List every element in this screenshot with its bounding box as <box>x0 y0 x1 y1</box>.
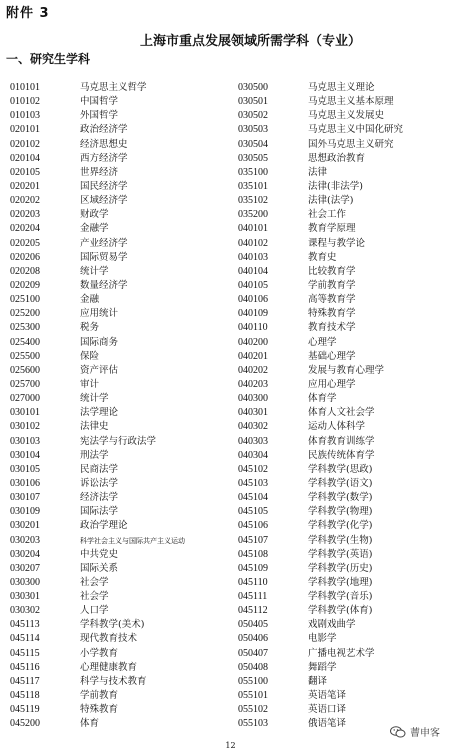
subject-code: 040110 <box>238 322 268 334</box>
subject-name: 电影学 <box>308 633 337 645</box>
subject-code: 010103 <box>10 110 40 122</box>
subject-code: 050406 <box>238 633 268 645</box>
subject-name: 社会学 <box>80 591 109 603</box>
subject-name: 高等教育学 <box>308 294 356 306</box>
subject-row <box>10 95 185 109</box>
subject-row <box>238 364 403 378</box>
subject-code: 045114 <box>10 633 40 645</box>
wechat-icon <box>390 726 406 738</box>
left-column <box>10 81 185 731</box>
subject-row <box>238 420 403 434</box>
subject-row <box>238 251 403 265</box>
subject-code: 030505 <box>238 152 268 164</box>
subject-code: 030501 <box>238 96 268 108</box>
subject-row <box>10 180 185 194</box>
subject-code: 027000 <box>10 393 40 405</box>
subject-row <box>238 703 403 717</box>
subject-row <box>10 265 185 279</box>
subject-row <box>10 548 185 562</box>
subject-code: 055102 <box>238 704 268 716</box>
subject-code: 025500 <box>10 350 40 362</box>
subject-row <box>238 406 403 420</box>
subject-row <box>238 562 403 576</box>
subject-name: 学前教育学 <box>308 279 356 291</box>
subject-row <box>10 435 185 449</box>
subject-row <box>238 534 403 548</box>
subject-code: 040103 <box>238 251 268 263</box>
subject-code: 030300 <box>10 576 40 588</box>
subject-row <box>10 350 185 364</box>
subject-row <box>238 279 403 293</box>
subject-name: 现代教育技术 <box>80 633 138 645</box>
subject-name: 马克思主义理论 <box>308 82 375 93</box>
subject-name: 国际商务 <box>80 336 119 348</box>
subject-row <box>10 152 185 166</box>
subject-code: 020206 <box>10 251 40 263</box>
subject-row <box>10 675 185 689</box>
subject-row <box>238 123 403 137</box>
subject-row <box>238 81 403 95</box>
subject-code: 040101 <box>238 223 268 235</box>
subject-code: 045115 <box>10 647 40 659</box>
subject-name: 政治学理论 <box>80 520 128 532</box>
subject-code: 030106 <box>10 477 40 489</box>
subject-name: 心理健康教育 <box>80 661 138 673</box>
subject-name: 法学理论 <box>80 407 119 419</box>
subject-name: 学科教学(地理) <box>308 576 373 588</box>
subject-name: 学科教学(语文) <box>308 477 373 489</box>
subject-name: 翻译 <box>308 675 328 687</box>
subject-code: 040200 <box>238 336 268 348</box>
subject-code: 030204 <box>10 548 40 560</box>
subject-code: 045116 <box>10 661 40 673</box>
subject-name: 英语笔译 <box>308 690 347 702</box>
subject-name: 教育学原理 <box>308 223 356 235</box>
subject-code: 025600 <box>10 364 40 376</box>
subject-name: 马克思主义基本原理 <box>308 96 394 108</box>
subject-code: 045117 <box>10 675 40 687</box>
subject-code: 020205 <box>10 237 40 249</box>
subject-name: 体育人文社会学 <box>308 407 375 419</box>
subject-code: 010102 <box>10 96 40 108</box>
subject-code: 040303 <box>238 435 268 447</box>
subject-row <box>238 293 403 307</box>
subject-name: 英语口译 <box>308 704 347 716</box>
subject-name: 俄语笔译 <box>308 718 347 730</box>
subject-code: 030302 <box>10 605 40 617</box>
subject-name: 税务 <box>80 322 100 334</box>
subject-code: 045112 <box>238 605 268 617</box>
subject-code: 045108 <box>238 548 268 560</box>
subject-name: 学科教学(化学) <box>308 520 373 532</box>
subject-row <box>238 321 403 335</box>
subject-row <box>238 95 403 109</box>
subject-name: 科学社会主义与国际共产主义运动 <box>80 536 185 545</box>
subject-name: 体育学 <box>308 393 337 405</box>
attachment-label: 附件 3 <box>6 6 50 21</box>
watermark-text: 蓸申客 <box>410 728 440 739</box>
subject-name: 民族传统体育学 <box>308 449 375 461</box>
subject-code: 050408 <box>238 661 268 673</box>
subject-row <box>238 632 403 646</box>
subject-name: 应用统计 <box>80 308 119 320</box>
subject-code: 045107 <box>238 534 268 546</box>
subject-name: 社会学 <box>80 576 109 588</box>
subject-code: 045118 <box>10 690 40 702</box>
subject-row <box>238 491 403 505</box>
subject-name: 思想政治教育 <box>308 152 366 164</box>
subject-name: 民商法学 <box>80 463 119 475</box>
subject-row <box>10 449 185 463</box>
subject-row <box>10 336 185 350</box>
subject-row <box>238 138 403 152</box>
subject-row <box>238 307 403 321</box>
subject-row <box>10 81 185 95</box>
subject-row <box>238 222 403 236</box>
subject-row <box>10 717 185 731</box>
subject-code: 040302 <box>238 421 268 433</box>
subject-code: 040304 <box>238 449 268 461</box>
subject-name: 体育教育训练学 <box>308 435 375 447</box>
subject-row <box>10 562 185 576</box>
subject-row <box>238 661 403 675</box>
subject-code: 055103 <box>238 718 268 730</box>
subject-name: 刑法学 <box>80 449 109 461</box>
subject-code: 030201 <box>10 520 40 532</box>
subject-name: 统计学 <box>80 265 109 277</box>
subject-row <box>10 534 185 548</box>
subject-name: 数量经济学 <box>80 279 128 291</box>
subject-row <box>238 548 403 562</box>
subject-code: 040109 <box>238 308 268 320</box>
subject-name: 诉讼法学 <box>80 477 119 489</box>
subject-name: 教育技术学 <box>308 322 356 334</box>
subject-name: 国民经济学 <box>80 180 128 192</box>
subject-row <box>238 152 403 166</box>
subject-name: 国际法学 <box>80 506 119 518</box>
subject-name: 学前教育 <box>80 690 119 702</box>
subject-row <box>238 378 403 392</box>
subject-name: 宪法学与行政法学 <box>80 435 157 447</box>
subject-row <box>10 321 185 335</box>
subject-code: 025400 <box>10 336 40 348</box>
subject-name: 审计 <box>80 378 100 390</box>
subject-name: 学科教学(体育) <box>308 605 373 617</box>
subject-code: 045200 <box>10 718 40 730</box>
subject-row <box>238 477 403 491</box>
subject-code: 040106 <box>238 294 268 306</box>
subject-code: 025300 <box>10 322 40 334</box>
subject-name: 特殊教育学 <box>308 308 356 320</box>
subject-name: 统计学 <box>80 393 109 405</box>
right-column <box>238 81 403 731</box>
subject-row <box>238 463 403 477</box>
subject-code: 025200 <box>10 308 40 320</box>
subject-row <box>10 194 185 208</box>
subject-code: 020104 <box>10 152 40 164</box>
subject-row <box>238 180 403 194</box>
subject-name: 戏剧戏曲学 <box>308 619 356 631</box>
subject-name: 人口学 <box>80 605 109 617</box>
subject-row <box>238 237 403 251</box>
subject-code: 045113 <box>10 619 40 631</box>
subject-name: 产业经济学 <box>80 237 128 249</box>
subject-row <box>10 632 185 646</box>
subject-row <box>10 307 185 321</box>
subject-name: 应用心理学 <box>308 378 356 390</box>
subject-code: 045111 <box>238 591 268 603</box>
subject-name: 国外马克思主义研究 <box>308 138 394 150</box>
subject-code: 045109 <box>238 562 268 574</box>
subject-row <box>238 717 403 731</box>
subject-code: 020102 <box>10 138 40 150</box>
subject-code: 045110 <box>238 576 268 588</box>
subject-row <box>10 491 185 505</box>
subject-name: 马克思主义中国化研究 <box>308 124 404 136</box>
subject-name: 资产评估 <box>80 364 119 376</box>
subject-name: 心理学 <box>308 336 337 348</box>
subject-name: 小学教育 <box>80 647 119 659</box>
subject-code: 030503 <box>238 124 268 136</box>
subject-code: 035100 <box>238 166 268 178</box>
subject-row <box>10 138 185 152</box>
subject-code: 040104 <box>238 265 268 277</box>
subject-name: 科学与技术教育 <box>80 675 147 687</box>
subject-row <box>10 604 185 618</box>
subject-code: 010101 <box>10 82 40 93</box>
subject-code: 030104 <box>10 449 40 461</box>
subject-row <box>238 576 403 590</box>
subject-code: 025100 <box>10 294 40 306</box>
subject-row <box>10 661 185 675</box>
subject-name: 保险 <box>80 350 100 362</box>
subject-code: 020101 <box>10 124 40 136</box>
subject-name: 学科教学(思政) <box>308 463 373 475</box>
subject-row <box>10 251 185 265</box>
subject-code: 030207 <box>10 562 40 574</box>
subject-row <box>238 618 403 632</box>
subject-row <box>238 689 403 703</box>
subject-code: 035101 <box>238 180 268 192</box>
subject-name: 舞蹈学 <box>308 661 337 673</box>
subject-name: 学科教学(美术) <box>80 619 145 631</box>
subject-name: 基础心理学 <box>308 350 356 362</box>
subject-name: 学科教学(历史) <box>308 562 373 574</box>
subject-row <box>238 208 403 222</box>
subject-name: 马克思主义哲学 <box>80 82 147 93</box>
subject-name: 世界经济 <box>80 166 119 178</box>
subject-code: 040105 <box>238 279 268 291</box>
subject-code: 020201 <box>10 180 40 192</box>
subject-code: 050405 <box>238 619 268 631</box>
subject-code: 020105 <box>10 166 40 178</box>
subject-name: 外国哲学 <box>80 110 119 122</box>
subject-code: 030107 <box>10 492 40 504</box>
subject-row <box>10 109 185 123</box>
subject-name: 经济思想史 <box>80 138 128 150</box>
subject-code: 030102 <box>10 421 40 433</box>
subject-row <box>238 265 403 279</box>
subject-name: 金融 <box>80 294 100 306</box>
subject-code: 020204 <box>10 223 40 235</box>
subject-name: 特殊教育 <box>80 704 119 716</box>
subject-row <box>10 647 185 661</box>
subject-name: 财政学 <box>80 209 109 221</box>
subject-name: 社会工作 <box>308 209 347 221</box>
subject-code: 045106 <box>238 520 268 532</box>
subject-row <box>10 519 185 533</box>
subject-row <box>10 689 185 703</box>
subject-row <box>10 378 185 392</box>
subject-name: 学科教学(物理) <box>308 506 373 518</box>
subject-code: 030500 <box>238 82 268 93</box>
subject-row <box>10 222 185 236</box>
subject-name: 发展与教育心理学 <box>308 364 385 376</box>
subject-code: 045119 <box>10 704 40 716</box>
subject-code: 035102 <box>238 195 268 207</box>
subject-name: 金融学 <box>80 223 109 235</box>
subject-code: 030103 <box>10 435 40 447</box>
subject-row <box>10 208 185 222</box>
subject-name: 法律 <box>308 166 328 178</box>
subject-name: 运动人体科学 <box>308 421 366 433</box>
subject-row <box>238 505 403 519</box>
subject-row <box>238 435 403 449</box>
subject-code: 045103 <box>238 477 268 489</box>
subject-code: 055101 <box>238 690 268 702</box>
subject-code: 030101 <box>10 407 40 419</box>
subject-name: 区域经济学 <box>80 195 128 207</box>
subject-name: 广播电视艺术学 <box>308 647 375 659</box>
subject-row <box>238 109 403 123</box>
subject-code: 025700 <box>10 378 40 390</box>
subject-row <box>238 194 403 208</box>
subject-row <box>10 364 185 378</box>
subject-row <box>238 336 403 350</box>
subject-row <box>10 123 185 137</box>
subject-name: 国际关系 <box>80 562 119 574</box>
subject-row <box>10 420 185 434</box>
subject-name: 中共党史 <box>80 548 119 560</box>
subject-row <box>238 449 403 463</box>
subject-code: 030502 <box>238 110 268 122</box>
subject-name: 学科教学(英语) <box>308 548 373 560</box>
subject-row <box>238 647 403 661</box>
subject-name: 学科教学(数学) <box>308 492 373 504</box>
subject-code: 030203 <box>10 534 40 546</box>
subject-row <box>10 463 185 477</box>
subject-name: 法律(法学) <box>308 195 354 207</box>
subject-name: 西方经济学 <box>80 152 128 164</box>
subject-code: 040201 <box>238 350 268 362</box>
subject-name: 课程与教学论 <box>308 237 366 249</box>
subject-code: 040300 <box>238 393 268 405</box>
subject-name: 教育史 <box>308 251 337 263</box>
subject-row <box>238 392 403 406</box>
subject-row <box>10 392 185 406</box>
subject-row <box>238 590 403 604</box>
subject-name: 法律史 <box>80 421 109 433</box>
subject-code: 045102 <box>238 463 268 475</box>
subject-code: 035200 <box>238 209 268 221</box>
subject-name: 学科教学(音乐) <box>308 591 373 603</box>
subject-code: 050407 <box>238 647 268 659</box>
subject-code: 020208 <box>10 265 40 277</box>
subject-row <box>238 350 403 364</box>
subject-row <box>10 703 185 717</box>
subject-code: 020202 <box>10 195 40 207</box>
subject-code: 030301 <box>10 591 40 603</box>
subject-row <box>10 618 185 632</box>
subject-code: 030105 <box>10 463 40 475</box>
subject-code: 030109 <box>10 506 40 518</box>
subject-row <box>10 505 185 519</box>
subject-name: 法律(非法学) <box>308 180 363 192</box>
subject-code: 045105 <box>238 506 268 518</box>
subject-name: 比较教育学 <box>308 265 356 277</box>
section-heading: 一、研究生学科 <box>6 52 91 66</box>
document-title: 上海市重点发展领域所需学科（专业） <box>139 34 361 49</box>
subject-name: 政治经济学 <box>80 124 128 136</box>
subject-row <box>10 237 185 251</box>
subject-code: 040301 <box>238 407 268 419</box>
subject-row <box>238 675 403 689</box>
subject-row <box>10 293 185 307</box>
subject-row <box>238 519 403 533</box>
subject-name: 体育 <box>80 718 100 730</box>
subject-row <box>10 477 185 491</box>
page-number: 12 <box>225 741 236 750</box>
subject-name: 中国哲学 <box>80 96 119 108</box>
subject-code: 020209 <box>10 279 40 291</box>
subject-code: 030504 <box>238 138 268 150</box>
subject-name: 经济法学 <box>80 492 119 504</box>
subject-code: 055100 <box>238 675 268 687</box>
watermark <box>390 724 440 739</box>
subject-row <box>238 604 403 618</box>
subject-code: 040202 <box>238 364 268 376</box>
subject-row <box>10 590 185 604</box>
subject-name: 国际贸易学 <box>80 251 128 263</box>
subject-row <box>10 279 185 293</box>
subject-code: 040102 <box>238 237 268 249</box>
subject-row <box>238 166 403 180</box>
subject-code: 040203 <box>238 378 268 390</box>
subject-name: 马克思主义发展史 <box>308 110 385 122</box>
subject-row <box>10 166 185 180</box>
subject-row <box>10 576 185 590</box>
subject-code: 045104 <box>238 492 268 504</box>
subject-code: 020203 <box>10 209 40 221</box>
subject-row <box>10 406 185 420</box>
subject-name: 学科教学(生物) <box>308 534 373 546</box>
